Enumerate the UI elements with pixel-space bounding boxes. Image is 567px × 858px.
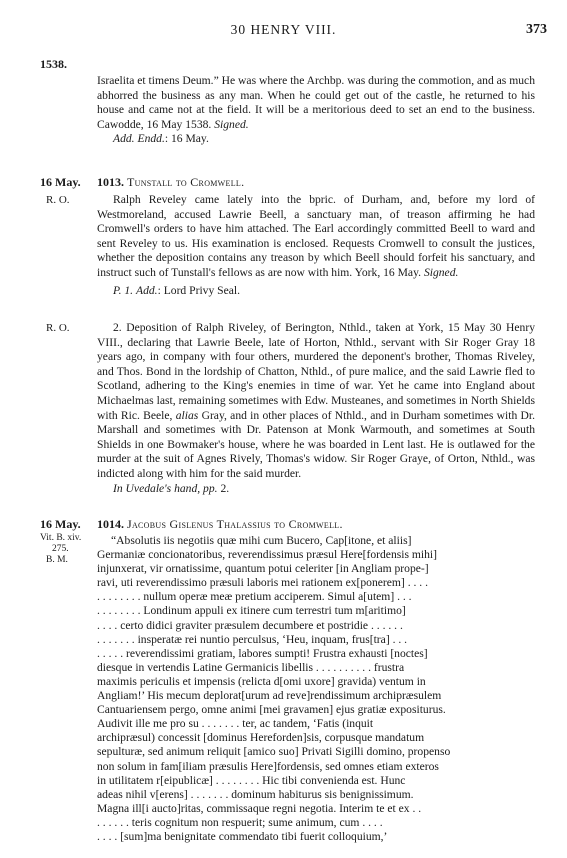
latin-line: injunxerat, vir ornatissime, quantum potui celeriter [in Angliam prope-] [97, 562, 429, 576]
entry-1013-title: Tunstall to Cromwell. [127, 175, 245, 189]
latin-line: adeas nihil v[erens] . . . . . . . dominum habiturus sis benignissimum. [97, 787, 414, 801]
latin-line: diesque in vertendis Latine Germanicis libellis . . . . . . . . . . frustra [97, 660, 405, 674]
running-header [0, 22, 567, 42]
entry-1013-letter [97, 193, 535, 298]
entry-1013-date: 16 May. [40, 175, 81, 189]
signed-note: Signed. [214, 117, 249, 131]
latin-line: Germaniæ concionatoribus, reverendissimus præsul Here[fordensis mihi] [97, 548, 438, 562]
latin-line: sepulturæ, sed animum reliquit [amico suo] Privati Sigilli domino, propenso [97, 745, 451, 759]
latin-line: Angliam!’ His mecum deplorat[urum ad reve]rendissimum archipræsulem [97, 689, 442, 703]
latin-line: . . . . . reverendissimi gratiam, labores sumpti! Frustra exhausti [noctes] [97, 646, 428, 660]
latin-line: . . . . . . . . nullum operæ meæ pretium acciperem. Simul a[utem] . . . [97, 590, 412, 604]
continuation-text [97, 74, 535, 147]
latin-line: Cantuariensem pergo, omne animi [mei gravamen] ejus gratiæ expositurus. [97, 703, 446, 717]
latin-line: . . . . . . teris cognitum non respuerit; sume animum, cum . . . . [97, 815, 383, 829]
entry-1013-number: 1013. [97, 175, 124, 189]
entry-1013-para2a: 2. Deposition of Ralph Riveley, of Berington, Nthld., taken at York, 15 May 30 Henry VIII., declaring that Lawrie Beele, late of Horton, Nthld., servant with Sir Roger Gray 18 years ago, in company with four others, murdered the deponent's brother, Thomas Riveley, and Thos. Bond in the lordship of Chatton, Nthld., of pure malice, and the said Lawrie fled to Scotland, adhering to the King's enemies in time of war. Yet he came into England about Michaelmas last, remaining sometimes with Edw. Musteanes, and sometimes in North Shields with Ric. Beele, [97, 321, 535, 422]
latin-line: . . . . [sum]ma benignitate commendato tibi fuerit colloquium,’ [97, 829, 388, 843]
entry-1014-source [40, 533, 92, 566]
entry-1014-latin-text [97, 534, 535, 844]
latin-line: Magna ill[i aucto]ritas, commissaque regni negotia. Interim te et ex . . [97, 801, 422, 815]
entry-1014-title: Jacobus Gislenus Thalassius to Cromwell. [127, 517, 343, 531]
entry-1014-heading [97, 517, 343, 532]
entry-1013-alias: alias [175, 408, 199, 422]
entry-1014-source-b: 275. [52, 544, 69, 554]
entry-1014-source-c: B. M. [46, 555, 68, 565]
entry-1013-hand-label: In Uvedale's hand, pp. [113, 481, 218, 495]
entry-1013-add-label: Add. [136, 283, 158, 297]
entry-1013-source: R. O. [46, 194, 70, 206]
latin-line: archipræsul) concessit [dominus Hereforden]sis, corpusque mandatum [97, 731, 425, 745]
latin-line: maximis periculis et impensis (relicta d[omi uxore] gravida) ventum in [97, 674, 426, 688]
latin-line: . . . . . . . insperatæ rei nuntio perculsus, ‘Heu, inquam, frus[tra] . . . [97, 632, 408, 646]
continuation-body: Israelita et timens Deum.” He was where the Archbp. was during the commotion, and as much abhorred the business as any man. When he could get out of the castle, he returned to his house and came not at the field. It will be a meritorious deed to set an end to the business. Cawodde, 16 May 1538. [97, 74, 535, 131]
latin-line: in utilitatem r[eipublicæ] . . . . . . . . Hic tibi convenienda est. Hunc [97, 773, 406, 787]
entry-1013-deposition [97, 321, 535, 496]
add-endd-text: : 16 May. [164, 132, 209, 146]
entry-1013-para2b: Gray, and in other places of Nthld., and in Durham sometimes with Dr. Marshall and sometimes with Dr. Patenson at Monk Warmouth, and sometimes at South Shields in one Bowmaker's house, where he was boarded in Lent last. He is outlawed for the murder at the suit of Agnes Rively, Thomas's widow. Sir Roger Graye, of Orton, Nthld., was indicted along with him for the said murder. [97, 408, 535, 480]
entry-1013-heading [97, 175, 244, 190]
latin-line: . . . . certo didici graviter præsulem decumbere et postridie . . . . . . [97, 618, 403, 632]
latin-line: Audivit ille me pro su . . . . . . . ter, ac tandem, ‘Fatis (inquit [97, 717, 374, 731]
margin-year: 1538. [40, 57, 67, 71]
entry-1014-date: 16 May. [40, 517, 81, 531]
entry-1013-hand-text: 2. [220, 481, 230, 495]
entry-1014-source-a: Vit. B. xiv. [40, 533, 82, 543]
latin-line: . . . . . . . . Londinum appuli ex itinere cum terrestri tum m[aritimo] [97, 604, 406, 618]
entry-1013-source-2: R. O. [46, 322, 70, 334]
entry-1013-para1: Ralph Reveley came lately into the bpric. of Durham, and, before my lord of Westmoreland, accused Lawrie Beell, a sanctuary man, of treason affirming he had Cromwell's orders to have him attached. The Earl accordingly committed Beell to ward and sent Reveley to us. His examination is enclosed. Requests Cromwell to consult the justices, whether the deposition contains any treason by which Beell should forfeit his sanctuary, and instruct such of Tunstall's fellows as are now with him. York, 16 May. [97, 193, 535, 279]
latin-line: “Absolutis iis negotiis quæ mihi cum Bucero, Cap[itone, et aliis] [111, 534, 412, 547]
latin-line: non solum in fam[iliam præsulis Here]fordensis, sed omnes etiam exteros [97, 759, 439, 773]
running-title: 30 HENRY VIII. [230, 22, 337, 37]
entry-1013-p1: P. 1. [113, 283, 134, 297]
endd-label: Endd. [137, 132, 165, 146]
entry-1013-add-text: : Lord Privy Seal. [157, 283, 241, 297]
entry-1013-signed: Signed. [423, 265, 459, 279]
add-label: Add. [113, 132, 135, 146]
page-number: 373 [526, 22, 547, 37]
latin-line: ravi, uti reverendissimo præsuli laboris mei rationem ex[ponerem] . . . . [97, 576, 428, 590]
entry-1014-number: 1014. [97, 517, 124, 531]
